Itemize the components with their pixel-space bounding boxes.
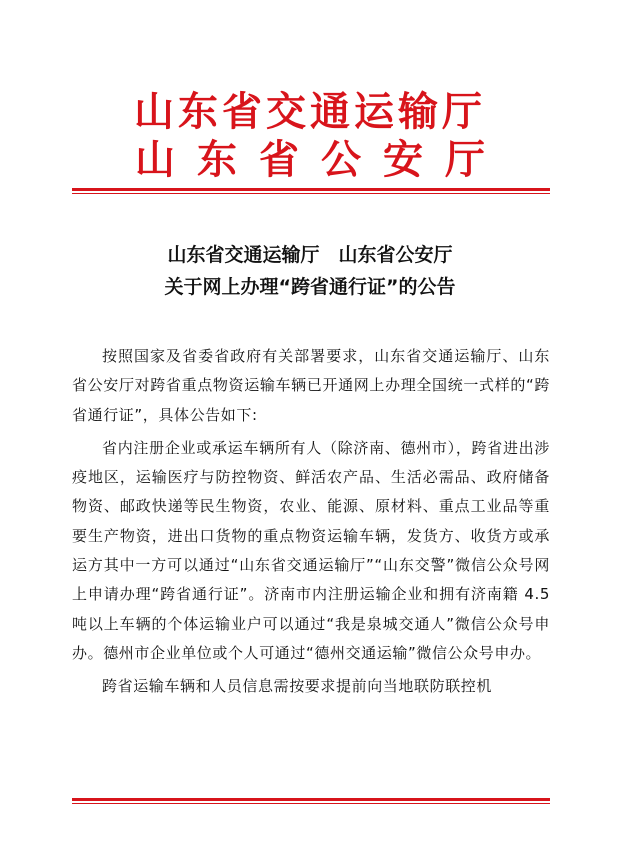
letterhead-line-1: 山东省交通运输厅 bbox=[134, 88, 486, 135]
paragraph-1: 按照国家及省委省政府有关部署要求，山东省交通运输厅、山东省公安厅对跨省重点物资运输车辆已开通网上办理全国统一式样的“跨省通行证”，具体公告如下: bbox=[72, 347, 550, 424]
paragraph-3: 跨省运输车辆和人员信息需按要求提前向当地联防联控机 bbox=[102, 677, 493, 696]
footer-divider-thin bbox=[72, 803, 550, 804]
letterhead-divider-thick bbox=[72, 188, 550, 191]
document-title-line-1: 山东省交通运输厅 山东省公安厅 bbox=[167, 244, 453, 266]
paragraph-2: 省内注册企业或承运车辆所有人（除济南、德州市），跨省进出涉疫地区，运输医疗与防控物资、鲜活农产品、生活必需品、政府储备物资、邮政快递等民生物资，农业、能源、原材料、重点工业品等重要生产物资，进出口货物的重点物资运输车辆，发货方、收货方或承运方其中一方可以通过“山东省交通运输厅”“山东交警”微信公众号网上申请办理“跨省通行证”。济南市内注册运输企业和拥有济南籍 4.5 吨以上车辆的个体运输业户可以通过“我是泉城交通人”微信公众号申办。德州市企业单位或个人可通过“德州交通运输”微信公众号申办。 bbox=[72, 438, 550, 662]
footer-divider-thick bbox=[72, 798, 550, 801]
document-body bbox=[72, 342, 550, 706]
letterhead-line-2: 山东省公安厅 bbox=[135, 136, 507, 183]
letterhead-divider-thin bbox=[72, 193, 550, 194]
document-title-line-2: 关于网上办理“跨省通行证”的公告 bbox=[164, 276, 456, 298]
